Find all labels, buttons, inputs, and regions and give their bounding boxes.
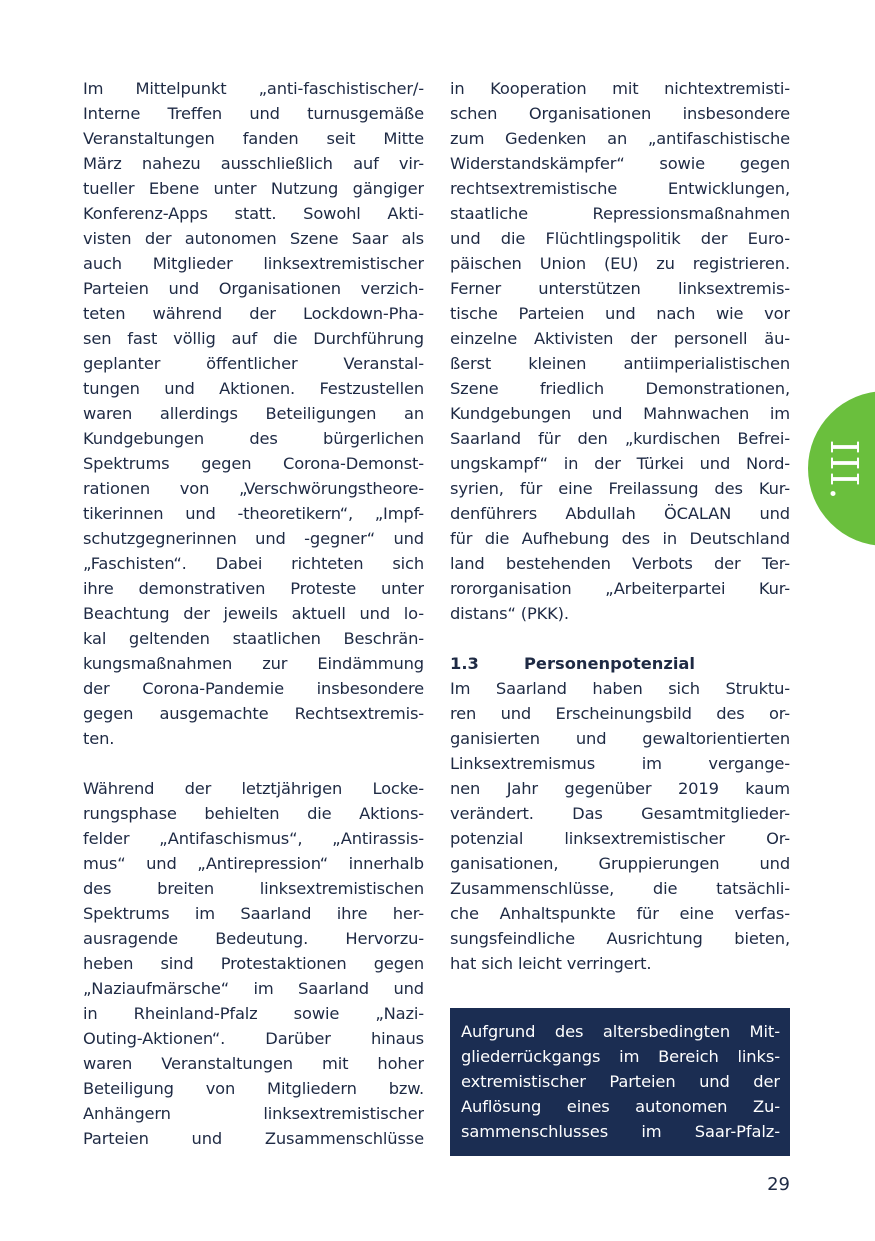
text-line: Kundgebungen und Mahnwachen im <box>450 404 790 423</box>
text-line: heben sind Protestaktionen gegen <box>83 954 424 973</box>
text-line: kungsmaßnahmen zur Eindämmung <box>83 654 424 673</box>
paragraph-gap <box>83 751 424 776</box>
highlight-box <box>450 1008 790 1156</box>
text-line: März nahezu ausschließlich auf vir- <box>83 154 424 173</box>
text-line: „Naziaufmärsche“ im Saarland und <box>83 979 424 998</box>
text-line: ganisationen, Gruppierungen und <box>450 854 790 873</box>
text-line: in Rheinland-Pfalz sowie „Nazi- <box>83 1004 424 1023</box>
text-line: Kundgebungen des bürgerlichen <box>83 429 424 448</box>
text-line: sen fast völlig auf die Durchführung <box>83 329 424 348</box>
text-line: felder „Antifaschismus“, „Antirassis- <box>83 829 424 848</box>
text-line: Spektrums im Saarland ihre her- <box>83 904 424 923</box>
text-line: „Faschisten“. Dabei richteten sich <box>83 554 424 573</box>
text-line: waren allerdings Beteiligungen an <box>83 404 424 423</box>
text-line: Beteiligung von Mitgliedern bzw. <box>83 1079 424 1098</box>
text-line: land bestehenden Verbots der Ter- <box>450 554 790 573</box>
text-line: Im Mittelpunkt „anti-faschistischer/- <box>83 79 424 98</box>
text-line: Beachtung der jeweils aktuell und lo- <box>83 604 424 623</box>
right-column-paragraph <box>450 76 790 626</box>
text-line: der Corona-Pandemie insbesondere <box>83 679 424 698</box>
text-line: Anhängern linksextremistischer <box>83 1104 424 1123</box>
text-line: ganisierten und gewaltorientierten <box>450 729 790 748</box>
text-line: ßerst kleinen antiimperialistischen <box>450 354 790 373</box>
paragraph-gap <box>450 626 790 651</box>
text-line: teten während der Lockdown-Pha- <box>83 304 424 323</box>
section-number: 1.3 <box>450 654 479 673</box>
text-line: Während der letztjährigen Locke- <box>83 779 424 798</box>
text-line: und die Flüchtlingspolitik der Euro- <box>450 229 790 248</box>
text-line: tikerinnen und -theoretikern“, „Impf- <box>83 504 424 523</box>
text-line: schen Organisationen insbesondere <box>450 104 790 123</box>
text-line: Saarland für den „kurdischen Befrei- <box>450 429 790 448</box>
chapter-tab-label: III. <box>822 439 866 501</box>
text-line: denführers Abdullah ÖCALAN und <box>450 504 790 523</box>
text-line: einzelne Aktivisten der personell äu- <box>450 329 790 348</box>
text-line: tungen und Aktionen. Festzustellen <box>83 379 424 398</box>
text-line: sungsfeindliche Ausrichtung bieten, <box>450 929 790 948</box>
text-line: gegen ausgemachte Rechtsextremis- <box>83 704 424 723</box>
text-line: distans“ (PKK). <box>450 604 569 623</box>
text-line: rationen von „Verschwörungstheore- <box>83 479 424 498</box>
text-line: rororganisation „Arbeiterpartei Kur- <box>450 579 790 598</box>
text-line: Widerstandskämpfer“ sowie gegen <box>450 154 790 173</box>
text-line: des breiten linksextremistischen <box>83 879 424 898</box>
text-line: Linksextremismus im vergange- <box>450 754 790 773</box>
text-line: ihre demonstrativen Proteste unter <box>83 579 424 598</box>
text-line: rechtsextremistische Entwicklungen, <box>450 179 790 198</box>
text-line: kal geltenden staatlichen Beschrän- <box>83 629 424 648</box>
right-column <box>450 76 790 976</box>
text-line: geplanter öffentlicher Veranstal- <box>83 354 424 373</box>
text-line: visten der autonomen Szene Saar als <box>83 229 424 248</box>
text-line: Spektrums gegen Corona-Demonst- <box>83 454 424 473</box>
text-line: Ferner unterstützen linksextremis- <box>450 279 790 298</box>
text-line: syrien, für eine Freilassung des Kur- <box>450 479 790 498</box>
text-line: mus“ und „Antirepression“ innerhalb <box>83 854 424 873</box>
text-line: nen Jahr gegenüber 2019 kaum <box>450 779 790 798</box>
text-line: für die Aufhebung des in Deutschland <box>450 529 790 548</box>
text-line: extremistischer Parteien und der <box>461 1072 780 1091</box>
text-line: tische Parteien und nach wie vor <box>450 304 790 323</box>
section-paragraph <box>450 676 790 976</box>
left-column <box>83 76 424 1151</box>
text-line: Parteien und Zusammenschlüsse <box>83 1129 424 1148</box>
text-line: auch Mitglieder linksextremistischer <box>83 254 424 273</box>
section-title: Personenpotenzial <box>524 654 695 673</box>
text-line: Parteien und Organisationen verzich- <box>83 279 424 298</box>
text-line: Im Saarland haben sich Struktu- <box>450 679 790 698</box>
text-line: potenzial linksextremistischer Or- <box>450 829 790 848</box>
text-line: che Anhaltspunkte für eine verfas- <box>450 904 790 923</box>
text-line: Szene friedlich Demonstrationen, <box>450 379 790 398</box>
text-line: hat sich leicht verringert. <box>450 954 652 973</box>
text-line: päischen Union (EU) zu registrieren. <box>450 254 790 273</box>
text-line: tueller Ebene unter Nutzung gängiger <box>83 179 424 198</box>
page-number: 29 <box>767 1174 790 1195</box>
text-line: Aufgrund des altersbedingten Mit- <box>461 1022 780 1041</box>
text-line: ren und Erscheinungsbild des or- <box>450 704 790 723</box>
text-line: sammenschlusses im Saar-Pfalz- <box>461 1122 780 1141</box>
text-line: Veranstaltungen fanden seit Mitte <box>83 129 424 148</box>
text-line: in Kooperation mit nichtextremisti- <box>450 79 790 98</box>
text-line: Outing-Aktionen“. Darüber hinaus <box>83 1029 424 1048</box>
text-line: schutzgegnerinnen und -gegner“ und <box>83 529 424 548</box>
text-line: ten. <box>83 729 115 748</box>
text-line: gliederrückgangs im Bereich links- <box>461 1047 780 1066</box>
text-line: Interne Treffen und turnusgemäße <box>83 104 424 123</box>
text-line: staatliche Repressionsmaßnahmen <box>450 204 790 223</box>
text-line: ungskampf“ in der Türkei und Nord- <box>450 454 790 473</box>
text-line: zum Gedenken an „antifaschistische <box>450 129 790 148</box>
text-line: verändert. Das Gesamtmitglieder- <box>450 804 790 823</box>
text-line: ausragende Bedeutung. Hervorzu- <box>83 929 424 948</box>
section-heading <box>450 651 790 676</box>
text-line: Konferenz-Apps statt. Sowohl Akti- <box>83 204 424 223</box>
text-line: rungsphase behielten die Aktions- <box>83 804 424 823</box>
text-line: Auflösung eines autonomen Zu- <box>461 1097 780 1116</box>
text-line: waren Veranstaltungen mit hoher <box>83 1054 424 1073</box>
text-line: Zusammenschlüsse, die tatsächli- <box>450 879 790 898</box>
